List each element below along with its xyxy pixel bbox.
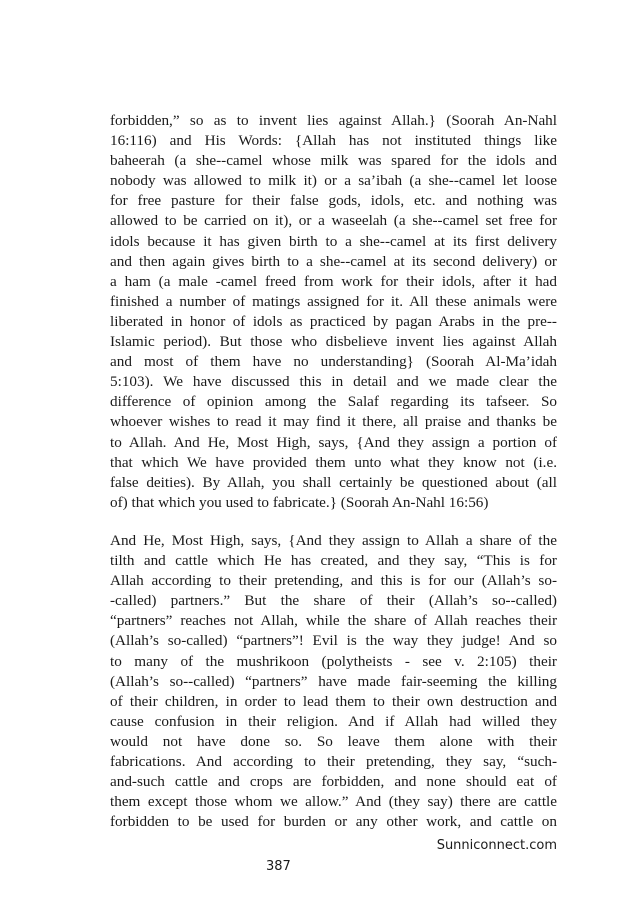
text-line: of) that which you used to fabricate.} (Soorah An-Nahl 16:56) — [110, 493, 489, 511]
text-line: idols because it has given birth to a she--camel at its first delivery — [110, 232, 557, 250]
text-line: them except those whom we allow.” And (they say) there are cattle — [110, 793, 557, 811]
text-line: and most of them have no understanding} (Soorah Al-Ma’idah — [110, 353, 557, 371]
text-line: would not have done so. So leave them alone with their — [110, 732, 557, 750]
text-line: 5:103). We have discussed this in detail and we made clear the — [110, 373, 557, 391]
text-line: false deities). By Allah, you shall certainly be questioned about (all — [110, 473, 557, 491]
text-line: of their children, in order to lead them to their own destruction and — [110, 692, 557, 710]
paragraph-1 — [110, 111, 557, 513]
text-line: Allah according to their pretending, and this is for our (Allah’s so- — [110, 572, 557, 590]
text-line: for free pasture for their false gods, idols, etc. and nothing was — [110, 192, 557, 210]
text-line: -called) partners.” But the share of their (Allah’s so--called) — [110, 592, 557, 610]
text-line: liberated in honor of idols as practiced by pagan Arabs in the pre-- — [110, 312, 557, 330]
text-line: whoever wishes to read it may find it there, all praise and thanks be — [110, 413, 557, 431]
text-line: difference of opinion among the Salaf regarding its tafseer. So — [110, 393, 557, 411]
text-line: (Allah’s so--called) “partners” have made fair-seeming the killing — [110, 672, 557, 690]
page-number: 387 — [266, 859, 291, 874]
text-line: nobody was allowed to milk it) or a sa’ibah (a she--camel let loose — [110, 172, 557, 190]
text-line: and-such cattle and crops are forbidden, and none should eat of — [110, 773, 557, 791]
text-line: forbidden to be used for burden or any other work, and cattle on — [110, 813, 557, 831]
text-line: forbidden,” so as to invent lies against Allah.} (Soorah An-Nahl — [110, 112, 557, 129]
text-line: baheerah (a she--camel whose milk was spared for the idols and — [110, 152, 557, 170]
paragraph-2 — [110, 531, 557, 832]
text-line: finished a number of matings assigned for it. All these animals were — [110, 292, 557, 310]
text-line: Islamic period). But those who disbelieve invent lies against Allah — [110, 333, 557, 351]
text-line: And He, Most High, says, {And they assign to Allah a share of the — [110, 532, 557, 549]
text-line: to many of the mushrikoon (polytheists - see v. 2:105) their — [110, 652, 557, 670]
text-line: a ham (a male -camel freed from work for their idols, after it had — [110, 272, 557, 290]
text-line: cause confusion in their religion. And if Allah had willed they — [110, 712, 557, 730]
text-line: to Allah. And He, Most High, says, {And they assign a portion of — [110, 433, 557, 451]
text-line: allowed to be carried on it), or a waseelah (a she--camel set free for — [110, 212, 557, 230]
text-line: (Allah’s so-called) “partners”! Evil is the way they judge! And so — [110, 632, 557, 650]
text-line: 16:116) and His Words: {Allah has not instituted things like — [110, 132, 557, 150]
text-line: that which We have provided them unto what they know not (i.e. — [110, 453, 557, 471]
text-line: tilth and cattle which He has created, and they say, “This is for — [110, 552, 557, 570]
text-line: and then again gives birth to a she--camel at its second delivery) or — [110, 252, 557, 270]
text-line: fabrications. And according to their pretending, they say, “such- — [110, 753, 557, 771]
text-line: “partners” reaches not Allah, while the share of Allah reaches their — [110, 612, 557, 630]
footer-website: Sunniconnect.com — [436, 838, 557, 853]
